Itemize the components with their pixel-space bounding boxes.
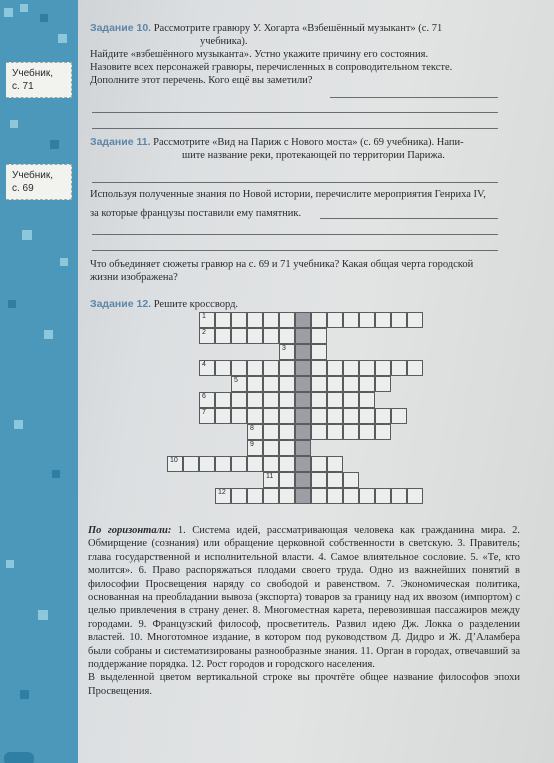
crossword-cell[interactable] xyxy=(247,488,263,504)
crossword-cell[interactable] xyxy=(167,456,183,472)
crossword-cell[interactable] xyxy=(327,376,343,392)
decor-square xyxy=(6,560,14,568)
crossword-number: 3 xyxy=(282,345,286,352)
decor-square xyxy=(22,230,32,240)
crossword-cell[interactable] xyxy=(359,424,375,440)
decor-square xyxy=(14,420,23,429)
crossword-cell[interactable] xyxy=(231,408,247,424)
crossword-cell[interactable] xyxy=(199,328,215,344)
crossword-cell[interactable] xyxy=(327,472,343,488)
crossword-cell[interactable] xyxy=(279,440,295,456)
crossword-cell[interactable] xyxy=(311,376,327,392)
decor-square xyxy=(4,8,13,17)
crossword-cell[interactable] xyxy=(215,408,231,424)
crossword-cell-highlight[interactable] xyxy=(295,328,311,344)
task-text: за которые французы поставили ему памятник. xyxy=(90,208,302,219)
crossword-cell[interactable] xyxy=(343,376,359,392)
crossword-cell[interactable] xyxy=(311,472,327,488)
crossword-cell[interactable] xyxy=(375,360,391,376)
crossword-cell[interactable] xyxy=(231,328,247,344)
crossword-cell[interactable] xyxy=(311,392,327,408)
answer-line[interactable] xyxy=(92,128,498,129)
crossword-cell-highlight[interactable] xyxy=(295,472,311,488)
crossword-cell[interactable] xyxy=(407,312,423,328)
clues-header: По горизонтали: xyxy=(88,525,172,536)
crossword-cell[interactable] xyxy=(231,376,247,392)
answer-line[interactable] xyxy=(92,112,498,113)
crossword-cell[interactable] xyxy=(263,440,279,456)
crossword-number: 9 xyxy=(250,441,254,448)
crossword-cell[interactable] xyxy=(343,488,359,504)
crossword-cell[interactable] xyxy=(263,488,279,504)
crossword-cell-highlight[interactable] xyxy=(295,312,311,328)
crossword-cell[interactable] xyxy=(279,392,295,408)
crossword-cell-highlight[interactable] xyxy=(295,488,311,504)
ref-page: с. 69 xyxy=(12,183,34,194)
crossword-cell[interactable] xyxy=(391,488,407,504)
crossword-number: 2 xyxy=(202,329,206,336)
decor-square xyxy=(44,330,53,339)
ref-label: Учебник, xyxy=(12,170,54,181)
crossword-cell[interactable] xyxy=(247,456,263,472)
answer-line[interactable] xyxy=(92,250,498,251)
crossword-cell[interactable] xyxy=(311,328,327,344)
crossword-cell-highlight[interactable] xyxy=(295,424,311,440)
crossword-cell[interactable] xyxy=(263,472,279,488)
crossword-cell[interactable] xyxy=(263,328,279,344)
crossword-number: 6 xyxy=(202,393,206,400)
answer-line[interactable] xyxy=(92,234,498,235)
task-text: Что объединяет сюжеты гравюр на с. 69 и 71 учебника? Какая общая черта городской xyxy=(90,259,474,270)
clues-final: В выделенной цветом вертикальной строке вы прочтёте общее название философов эпохи Просвещения. xyxy=(88,672,520,697)
task-10 xyxy=(90,22,530,87)
crossword-cell-highlight[interactable] xyxy=(295,408,311,424)
crossword-cell[interactable] xyxy=(359,488,375,504)
crossword-cell[interactable] xyxy=(359,408,375,424)
crossword-cell[interactable] xyxy=(183,456,199,472)
decor-square xyxy=(20,4,28,12)
crossword-cell[interactable] xyxy=(359,392,375,408)
decor-square xyxy=(10,120,18,128)
crossword-cell[interactable] xyxy=(327,456,343,472)
crossword-cell[interactable] xyxy=(263,360,279,376)
crossword-cell[interactable] xyxy=(375,376,391,392)
crossword-cell[interactable] xyxy=(231,392,247,408)
crossword-cell[interactable] xyxy=(391,312,407,328)
crossword-cell[interactable] xyxy=(247,360,263,376)
crossword-number: 4 xyxy=(202,361,206,368)
crossword-cell[interactable] xyxy=(199,392,215,408)
task-label: Задание 11. xyxy=(90,136,151,148)
task-text: Найдите «взбешённого музыканта». Устно укажите причину его состояния. xyxy=(90,49,429,60)
crossword-number: 8 xyxy=(250,425,254,432)
crossword-cell[interactable] xyxy=(327,408,343,424)
answer-line[interactable] xyxy=(320,218,498,219)
task-label: Задание 10. xyxy=(90,22,152,34)
crossword-cell[interactable] xyxy=(247,424,263,440)
crossword-cell[interactable] xyxy=(199,408,215,424)
textbook-ref-10 xyxy=(6,62,72,98)
crossword-cell[interactable] xyxy=(279,456,295,472)
crossword-cell[interactable] xyxy=(359,376,375,392)
crossword-number: 12 xyxy=(218,489,226,496)
crossword-cell[interactable] xyxy=(263,424,279,440)
crossword-cell[interactable] xyxy=(247,392,263,408)
crossword-cell[interactable] xyxy=(391,408,407,424)
crossword-cell[interactable] xyxy=(359,360,375,376)
task-label: Задание 12. xyxy=(90,298,152,310)
page-number-tab xyxy=(4,752,34,763)
crossword-cell[interactable] xyxy=(279,408,295,424)
crossword-cell[interactable] xyxy=(263,392,279,408)
crossword-cell[interactable] xyxy=(279,472,295,488)
crossword-cell[interactable] xyxy=(375,408,391,424)
crossword-cell[interactable] xyxy=(375,488,391,504)
crossword-cell[interactable] xyxy=(231,488,247,504)
crossword-cell[interactable] xyxy=(407,360,423,376)
crossword-cell[interactable] xyxy=(279,328,295,344)
task-text: Дополните этот перечень. Кого ещё вы заметили? xyxy=(90,75,313,86)
crossword-cell[interactable] xyxy=(231,456,247,472)
task-text: шите название реки, протекающей по территории Парижа. xyxy=(182,150,445,161)
crossword-cell[interactable] xyxy=(343,408,359,424)
task-text: Рассмотрите «Вид на Париж с Нового моста» (с. 69 учебника). Напи- xyxy=(153,137,464,148)
crossword-cell-highlight[interactable] xyxy=(295,392,311,408)
crossword-cell[interactable] xyxy=(327,488,343,504)
task-text: Назовите всех персонажей гравюры, перечисленных в сопроводительном тексте. xyxy=(90,62,453,73)
crossword-cell[interactable] xyxy=(279,376,295,392)
crossword-cell[interactable] xyxy=(311,456,327,472)
crossword-cell[interactable] xyxy=(279,312,295,328)
crossword-cell[interactable] xyxy=(311,312,327,328)
task-text: учебника). xyxy=(200,36,248,47)
crossword-cell[interactable] xyxy=(199,456,215,472)
crossword-cell[interactable] xyxy=(327,360,343,376)
ref-label: Учебник, xyxy=(12,68,54,79)
crossword-cell-highlight[interactable] xyxy=(295,440,311,456)
crossword-cell[interactable] xyxy=(343,392,359,408)
decor-square xyxy=(58,34,67,43)
crossword-number: 7 xyxy=(202,409,206,416)
crossword-cell[interactable] xyxy=(215,456,231,472)
crossword-cell[interactable] xyxy=(247,328,263,344)
decor-square xyxy=(60,258,68,266)
task-12 xyxy=(90,298,530,311)
crossword-cell[interactable] xyxy=(311,344,327,360)
task-text: Используя полученные знания по Новой истории, перечислите мероприятия Генриха IV, xyxy=(90,189,486,200)
decor-square xyxy=(20,690,29,699)
side-stripe xyxy=(0,0,78,763)
crossword-cell[interactable] xyxy=(231,360,247,376)
crossword-cell[interactable] xyxy=(359,312,375,328)
crossword-cell[interactable] xyxy=(263,376,279,392)
crossword-cell[interactable] xyxy=(215,360,231,376)
crossword-number: 10 xyxy=(170,457,178,464)
crossword-cell[interactable] xyxy=(263,456,279,472)
crossword-cell[interactable] xyxy=(247,376,263,392)
crossword-cell[interactable] xyxy=(343,312,359,328)
crossword-cell[interactable] xyxy=(311,424,327,440)
crossword-number: 11 xyxy=(266,473,274,480)
task-11 xyxy=(90,136,530,162)
crossword-number: 1 xyxy=(202,313,206,320)
answer-line[interactable] xyxy=(330,97,498,98)
crossword-cell[interactable] xyxy=(231,312,247,328)
crossword-cell[interactable] xyxy=(279,424,295,440)
crossword-cell[interactable] xyxy=(327,312,343,328)
crossword-cell[interactable] xyxy=(215,312,231,328)
decor-square xyxy=(38,610,48,620)
crossword-cell[interactable] xyxy=(199,312,215,328)
crossword-cell[interactable] xyxy=(247,312,263,328)
task-text: жизни изображена? xyxy=(90,272,178,283)
textbook-ref-11 xyxy=(6,164,72,200)
crossword-cell[interactable] xyxy=(391,360,407,376)
crossword-cell[interactable] xyxy=(327,424,343,440)
crossword-cell[interactable] xyxy=(279,360,295,376)
crossword-cell[interactable] xyxy=(279,344,295,360)
crossword-cell[interactable] xyxy=(375,424,391,440)
task-text: Решите кроссворд. xyxy=(153,299,239,310)
crossword-cell[interactable] xyxy=(279,488,295,504)
crossword-cell[interactable] xyxy=(343,360,359,376)
decor-square xyxy=(8,300,16,308)
clues-text: 1. Система идей, рассматривающая человека как гражданина мира. 2. Обмирщение (сознания) или обращение церковной собственности в светскую. 3. Правитель; глава государственной и исполнительной власти. 4. Самое влиятельное сословие. 5. «Те, кто молится». 6. Право распоряжаться плодами своего труда. Одно из важнейших понятий в философии Просвещения наряду со свободой и равенством. 7. Экономическая политика, основанная на преобладании вывоза (экспорта) товаров за границу над их ввозом (импортом) с целью привлечения в страну денег. 8. Многоместная карета, перевозившая пассажиров между городами. 9. Французский философ, просветитель. Развил идею Дж. Локка о разделении властей. 10. Многотомное издание, в котором под руководством Д. Дидро и Ж. Д’Аламбера были собраны и систематизированы разнообразные знания. 11. Орган в городах, отвечавший за поддержание порядка. 12. Рост городов и городского населения. xyxy=(88,525,521,671)
crossword-cell-highlight[interactable] xyxy=(295,376,311,392)
answer-line[interactable] xyxy=(92,182,498,183)
crossword-clues xyxy=(88,524,520,698)
task-text: Рассмотрите гравюру У. Хогарта «Взбешённый музыкант» (с. 71 xyxy=(153,23,443,34)
decor-square xyxy=(40,14,48,22)
task-11-question xyxy=(90,258,530,284)
crossword-cell[interactable] xyxy=(199,360,215,376)
task-11-part2 xyxy=(90,188,530,220)
crossword-cell[interactable] xyxy=(215,488,231,504)
decor-square xyxy=(52,470,60,478)
crossword-cell[interactable] xyxy=(311,360,327,376)
crossword-cell[interactable] xyxy=(215,328,231,344)
ref-page: с. 71 xyxy=(12,81,34,92)
crossword-cell[interactable] xyxy=(247,440,263,456)
crossword-cell[interactable] xyxy=(311,488,327,504)
crossword-cell[interactable] xyxy=(215,392,231,408)
crossword-cell[interactable] xyxy=(375,312,391,328)
crossword-cell-highlight[interactable] xyxy=(295,344,311,360)
crossword-cell[interactable] xyxy=(263,408,279,424)
crossword-cell[interactable] xyxy=(311,408,327,424)
crossword-cell-highlight[interactable] xyxy=(295,360,311,376)
crossword-cell[interactable] xyxy=(407,488,423,504)
crossword-number: 5 xyxy=(234,377,238,384)
crossword-cell[interactable] xyxy=(247,408,263,424)
crossword-cell[interactable] xyxy=(343,472,359,488)
crossword-cell-highlight[interactable] xyxy=(295,456,311,472)
crossword-cell[interactable] xyxy=(343,424,359,440)
decor-square xyxy=(50,140,59,149)
crossword-cell[interactable] xyxy=(327,392,343,408)
crossword-cell[interactable] xyxy=(263,312,279,328)
